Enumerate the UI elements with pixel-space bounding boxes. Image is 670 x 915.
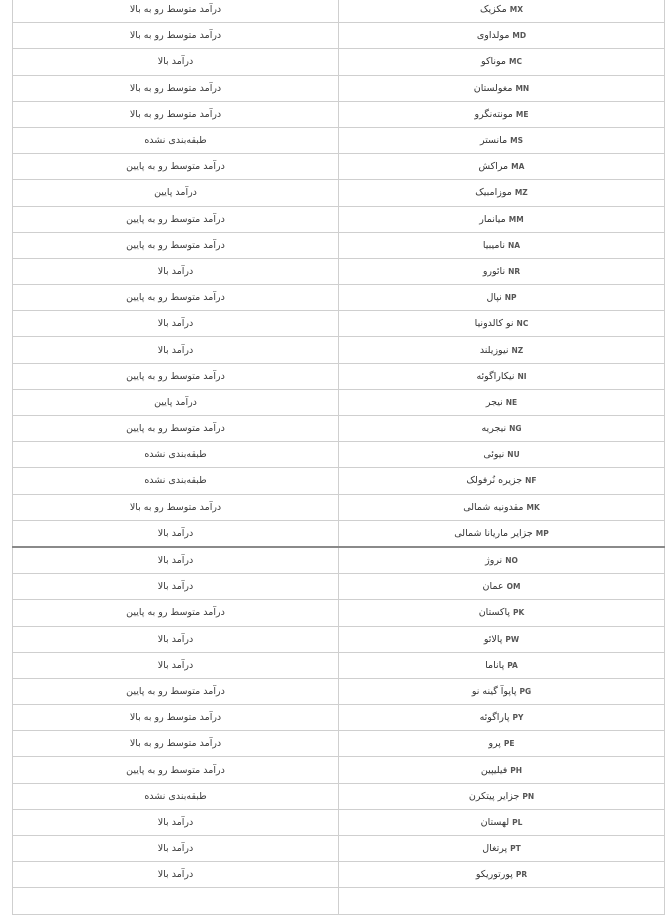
- income-group-cell: درآمد متوسط رو به بالا: [13, 494, 339, 520]
- country-cell: [339, 547, 665, 574]
- table-row: [13, 678, 665, 704]
- country-code: NZ: [511, 345, 524, 355]
- income-group-cell: درآمد بالا: [13, 547, 339, 574]
- income-classification-table-container: [12, 0, 664, 915]
- table-row: [13, 783, 665, 809]
- country-name: موناکو: [481, 56, 506, 68]
- income-group-cell: درآمد بالا: [13, 626, 339, 652]
- country-code: MD: [512, 31, 527, 41]
- country-code: PK: [512, 608, 525, 618]
- country-code: NA: [508, 240, 521, 250]
- country-name: نامیبیا: [482, 239, 506, 251]
- table-row: [13, 389, 665, 415]
- country-code: PW: [505, 634, 520, 644]
- country-name: مولداوی: [476, 30, 510, 42]
- country-code: MS: [510, 136, 524, 146]
- country-cell: [339, 0, 665, 23]
- table-row: [13, 468, 665, 494]
- income-group-cell: درآمد متوسط رو به بالا: [13, 75, 339, 101]
- country-cell: [339, 232, 665, 258]
- table-row: [13, 180, 665, 206]
- country-code: ME: [515, 109, 529, 119]
- table-row: [13, 363, 665, 389]
- table-row: [13, 49, 665, 75]
- table-row: [13, 154, 665, 180]
- country-code: MA: [511, 162, 525, 172]
- country-code: MK: [526, 502, 540, 512]
- country-code: NP: [504, 293, 517, 303]
- country-name: مقدونیه شمالی: [463, 501, 524, 513]
- country-code: NG: [509, 424, 522, 434]
- country-code: PY: [512, 713, 524, 723]
- country-code: MC: [509, 57, 522, 67]
- country-name: نیوئی: [483, 449, 505, 461]
- table-row: [13, 888, 665, 914]
- country-name: میانمار: [479, 213, 506, 225]
- country-cell: [339, 574, 665, 600]
- country-code: NI: [517, 371, 527, 381]
- country-code: NO: [505, 556, 518, 566]
- country-cell: [339, 206, 665, 232]
- country-code: PA: [507, 660, 518, 670]
- income-group-cell: درآمد بالا: [13, 862, 339, 888]
- country-name: نیکاراگوئه: [476, 370, 515, 382]
- table-row: [13, 23, 665, 49]
- income-group-cell: درآمد بالا: [13, 809, 339, 835]
- country-code: NC: [516, 319, 529, 329]
- income-group-cell: درآمد متوسط رو به بالا: [13, 101, 339, 127]
- table-row: [13, 232, 665, 258]
- country-code: PE: [503, 739, 515, 749]
- country-cell: [339, 442, 665, 468]
- country-name: پالائو: [483, 633, 503, 645]
- table-row: [13, 731, 665, 757]
- country-cell: [339, 75, 665, 101]
- country-cell: [339, 180, 665, 206]
- income-group-cell: درآمد بالا: [13, 337, 339, 363]
- income-group-cell: درآمد متوسط رو به پایین: [13, 363, 339, 389]
- country-cell: [339, 600, 665, 626]
- income-group-cell: درآمد بالا: [13, 652, 339, 678]
- country-cell: [339, 389, 665, 415]
- country-name: مراکش: [478, 161, 509, 173]
- income-group-cell: درآمد متوسط رو به پایین: [13, 416, 339, 442]
- country-name: موزامبیک: [475, 187, 512, 199]
- country-name: نیجریه: [481, 423, 507, 435]
- country-code: NU: [507, 450, 520, 460]
- country-name: جزیره نُرفولک: [466, 475, 523, 487]
- table-row: [13, 75, 665, 101]
- country-code: PH: [510, 765, 523, 775]
- income-group-cell: درآمد متوسط رو به بالا: [13, 731, 339, 757]
- table-body: [13, 0, 665, 914]
- table-row: [13, 206, 665, 232]
- country-cell: [339, 705, 665, 731]
- country-name: نیجر: [485, 396, 503, 408]
- income-group-cell: طبقه‌بندی نشده: [13, 468, 339, 494]
- country-cell: [339, 494, 665, 520]
- table-row: [13, 258, 665, 284]
- table-row: [13, 626, 665, 652]
- table-row: [13, 705, 665, 731]
- country-code: NR: [508, 266, 521, 276]
- income-group-cell: درآمد متوسط رو به پایین: [13, 600, 339, 626]
- country-code: PT: [510, 844, 521, 854]
- country-name: نپال: [486, 292, 502, 304]
- table-row: [13, 311, 665, 337]
- country-code: PL: [512, 817, 523, 827]
- income-group-cell: درآمد متوسط رو به پایین: [13, 154, 339, 180]
- table-row: [13, 547, 665, 574]
- country-code: PG: [519, 686, 532, 696]
- table-row: [13, 337, 665, 363]
- country-name: جزایر ماریانا شمالی: [454, 527, 533, 539]
- country-cell: [339, 836, 665, 862]
- country-name: نیوزیلند: [479, 344, 509, 356]
- table-row: [13, 0, 665, 23]
- country-cell: [339, 154, 665, 180]
- country-cell: [339, 101, 665, 127]
- country-cell: [339, 862, 665, 888]
- country-cell: [339, 258, 665, 284]
- country-cell: [339, 757, 665, 783]
- income-group-cell: طبقه‌بندی نشده: [13, 442, 339, 468]
- country-code: MN: [515, 83, 530, 93]
- country-name: نائورو: [482, 265, 506, 277]
- table-row: [13, 101, 665, 127]
- table-row: [13, 652, 665, 678]
- table-row: [13, 494, 665, 520]
- country-cell: [339, 652, 665, 678]
- country-name: پاپوآ گینه نو: [471, 685, 517, 697]
- country-cell: [339, 809, 665, 835]
- country-name: فیلیپین: [480, 764, 508, 776]
- country-cell: [339, 285, 665, 311]
- income-group-cell: درآمد پایین: [13, 389, 339, 415]
- country-name: نروژ: [485, 555, 503, 567]
- income-group-cell: درآمد بالا: [13, 49, 339, 75]
- country-name: پرو: [488, 738, 501, 750]
- country-name: نو کالدونیا: [474, 318, 514, 330]
- country-code: MM: [508, 214, 524, 224]
- country-cell: [339, 783, 665, 809]
- country-name: پاراگوئه: [479, 712, 510, 724]
- country-cell: [339, 416, 665, 442]
- country-code: MZ: [514, 188, 528, 198]
- country-cell: [339, 468, 665, 494]
- income-group-cell: درآمد متوسط رو به پایین: [13, 678, 339, 704]
- country-name: مغولستان: [473, 82, 513, 94]
- country-cell: [339, 337, 665, 363]
- country-cell: [339, 127, 665, 153]
- country-code: OM: [506, 582, 521, 592]
- country-cell: [339, 23, 665, 49]
- income-group-cell: درآمد متوسط رو به بالا: [13, 705, 339, 731]
- table-row: [13, 757, 665, 783]
- income-group-cell: درآمد بالا: [13, 574, 339, 600]
- country-cell: [339, 49, 665, 75]
- country-name: مونته‌نگرو: [474, 108, 513, 120]
- country-cell: [339, 888, 665, 914]
- income-classification-table: [12, 0, 665, 915]
- country-cell: [339, 626, 665, 652]
- table-row: [13, 520, 665, 547]
- country-name: مانستر: [479, 135, 508, 147]
- country-name: پاکستان: [478, 607, 510, 619]
- income-group-cell: درآمد متوسط رو به پایین: [13, 285, 339, 311]
- country-name: جزایر پیتکرن: [468, 790, 520, 802]
- country-name: پاناما: [485, 659, 505, 671]
- country-cell: [339, 311, 665, 337]
- table-row: [13, 862, 665, 888]
- income-group-cell: درآمد بالا: [13, 311, 339, 337]
- country-cell: [339, 678, 665, 704]
- table-row: [13, 600, 665, 626]
- table-row: [13, 836, 665, 862]
- income-group-cell: درآمد بالا: [13, 520, 339, 547]
- country-name: لهستان: [480, 816, 510, 828]
- income-group-cell: درآمد متوسط رو به پایین: [13, 206, 339, 232]
- income-group-cell: طبقه‌بندی نشده: [13, 783, 339, 809]
- country-name: مکزیک: [480, 4, 507, 16]
- country-name: عمان: [482, 581, 504, 593]
- income-group-cell: طبقه‌بندی نشده: [13, 127, 339, 153]
- country-code: PR: [515, 870, 528, 880]
- table-row: [13, 285, 665, 311]
- table-row: [13, 127, 665, 153]
- income-group-cell: درآمد متوسط رو به بالا: [13, 23, 339, 49]
- income-group-cell: درآمد پایین: [13, 180, 339, 206]
- country-cell: [339, 520, 665, 547]
- country-name: پورتوریکو: [475, 869, 513, 881]
- income-group-cell: درآمد متوسط رو به پایین: [13, 757, 339, 783]
- table-row: [13, 416, 665, 442]
- country-cell: [339, 363, 665, 389]
- country-code: NE: [505, 397, 518, 407]
- income-group-cell: درآمد متوسط رو به پایین: [13, 232, 339, 258]
- country-code: MP: [535, 528, 549, 538]
- country-name: پرتغال: [482, 843, 508, 855]
- table-row: [13, 574, 665, 600]
- country-cell: [339, 731, 665, 757]
- income-group-cell: درآمد بالا: [13, 258, 339, 284]
- income-group-cell: درآمد بالا: [13, 836, 339, 862]
- income-group-cell: [13, 888, 339, 914]
- table-row: [13, 809, 665, 835]
- country-code: PN: [522, 791, 535, 801]
- table-row: [13, 442, 665, 468]
- country-code: MX: [509, 5, 523, 15]
- country-code: NF: [525, 476, 537, 486]
- income-group-cell: درآمد متوسط رو به بالا: [13, 0, 339, 23]
